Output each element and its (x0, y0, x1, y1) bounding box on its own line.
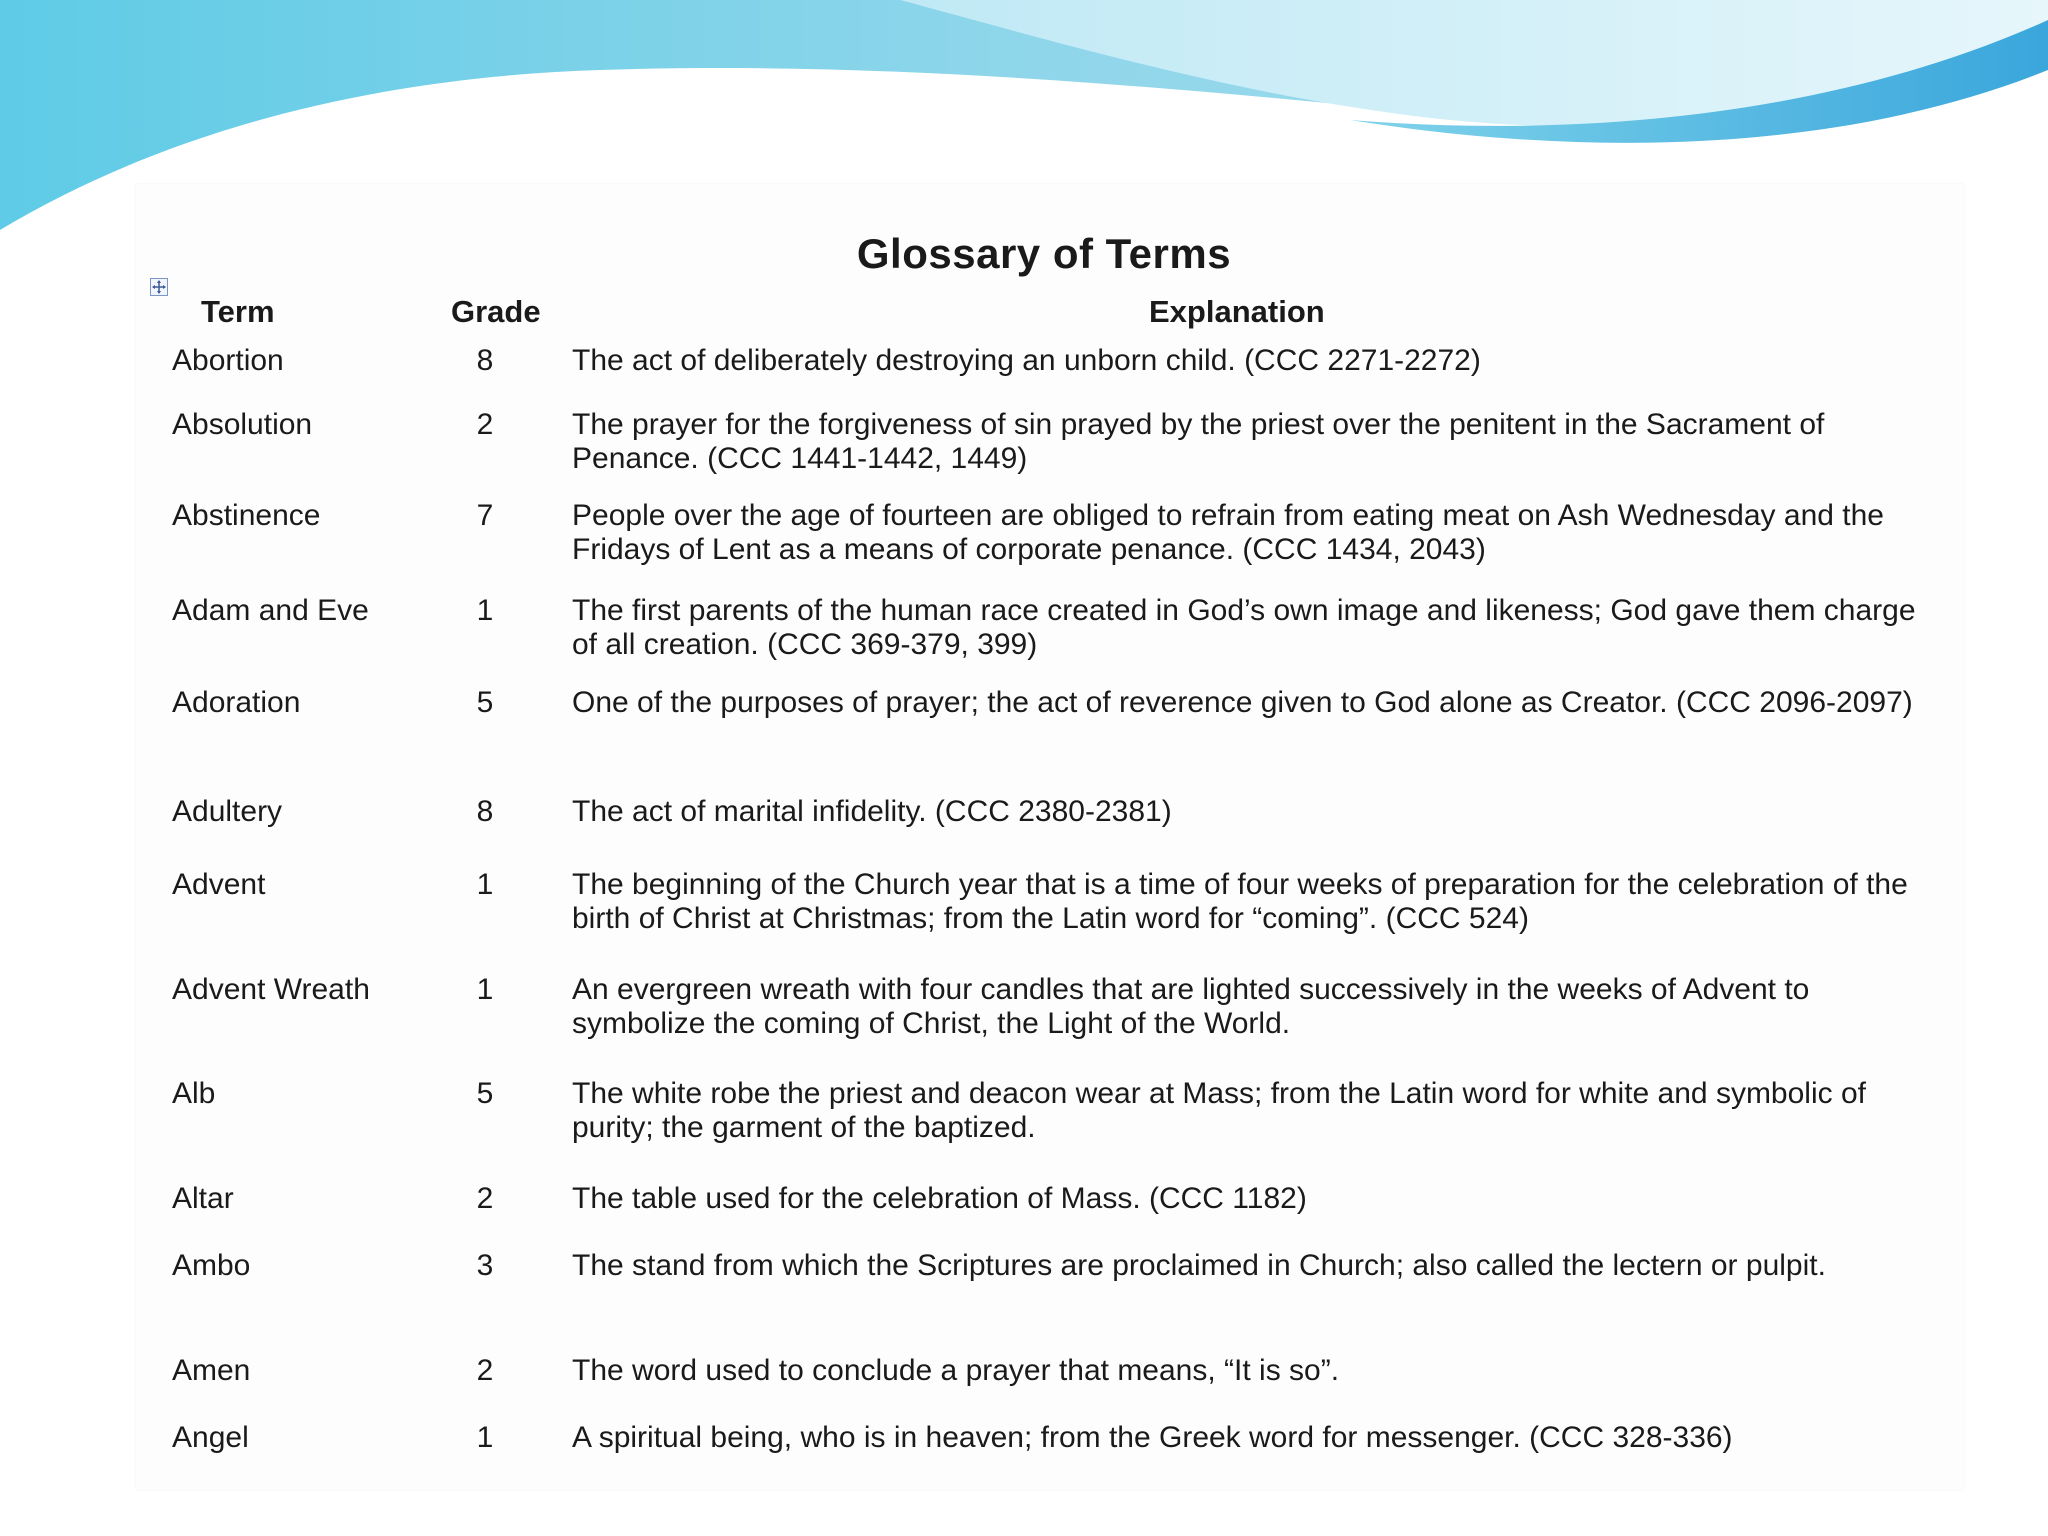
document-panel (136, 184, 1964, 1490)
grade-cell: 1 (476, 973, 494, 1006)
explanation-cell: One of the purposes of prayer; the act of reverence given to God alone as Creator. (CCC 2096-2097) (572, 686, 1913, 719)
grade-cell: 8 (476, 344, 494, 377)
term-cell: Abstinence (172, 499, 321, 532)
grade-cell: 5 (476, 686, 494, 719)
explanation-cell: People over the age of fourteen are obliged to refrain from eating meat on Ash Wednesday and the Fridays of Lent as a means of corporate penance. (CCC 1434, 2043) (572, 499, 1884, 566)
column-header-grade: Grade (451, 294, 541, 329)
explanation-cell: The white robe the priest and deacon wear at Mass; from the Latin word for white and symbolic of purity; the garment of the baptized. (572, 1077, 1866, 1144)
explanation-cell: An evergreen wreath with four candles that are lighted successively in the weeks of Advent to symbolize the coming of Christ, the Light of the World. (572, 973, 1810, 1040)
explanation-cell: The table used for the celebration of Mass. (CCC 1182) (572, 1182, 1307, 1215)
explanation-cell: The word used to conclude a prayer that means, “It is so”. (572, 1354, 1340, 1387)
document-title: Glossary of Terms (856, 230, 1232, 277)
grade-cell: 2 (476, 408, 494, 441)
term-cell: Advent (172, 868, 266, 901)
table-move-handle-icon[interactable] (150, 278, 168, 296)
grade-cell: 1 (476, 1421, 494, 1454)
explanation-cell: The first parents of the human race created in God’s own image and likeness; God gave them charge of all creation. (CCC 369-379, 399) (572, 594, 1916, 661)
explanation-cell: The act of deliberately destroying an unborn child. (CCC 2271-2272) (572, 344, 1481, 377)
grade-cell: 2 (476, 1182, 494, 1215)
term-cell: Abortion (172, 344, 284, 377)
term-cell: Absolution (172, 408, 313, 441)
grade-cell: 7 (476, 499, 494, 532)
grade-cell: 2 (476, 1354, 494, 1387)
term-cell: Altar (172, 1182, 234, 1215)
term-cell: Alb (172, 1077, 216, 1110)
term-cell: Adultery (172, 795, 283, 828)
grade-cell: 1 (476, 868, 494, 901)
term-cell: Amen (172, 1354, 251, 1387)
column-header-term: Term (201, 294, 275, 329)
term-cell: Ambo (172, 1249, 251, 1282)
term-cell: Adam and Eve (172, 594, 369, 627)
explanation-cell: A spiritual being, who is in heaven; from the Greek word for messenger. (CCC 328-336) (572, 1421, 1733, 1454)
explanation-cell: The stand from which the Scriptures are proclaimed in Church; also called the lectern or pulpit. (572, 1249, 1826, 1282)
explanation-cell: The act of marital infidelity. (CCC 2380-2381) (572, 795, 1172, 828)
term-cell: Advent Wreath (172, 973, 370, 1006)
explanation-cell: The beginning of the Church year that is a time of four weeks of preparation for the celebration of the birth of Christ at Christmas; from the Latin word for “coming”. (CCC 524) (572, 868, 1908, 935)
grade-cell: 1 (476, 594, 494, 627)
term-cell: Adoration (172, 686, 301, 719)
grade-cell: 8 (476, 795, 494, 828)
explanation-cell: The prayer for the forgiveness of sin prayed by the priest over the penitent in the Sacrament of Penance. (CCC 1441-1442, 1449) (572, 408, 1825, 475)
grade-cell: 3 (476, 1249, 494, 1282)
column-header-explanation: Explanation (1149, 294, 1325, 329)
grade-cell: 5 (476, 1077, 494, 1110)
term-cell: Angel (172, 1421, 249, 1454)
